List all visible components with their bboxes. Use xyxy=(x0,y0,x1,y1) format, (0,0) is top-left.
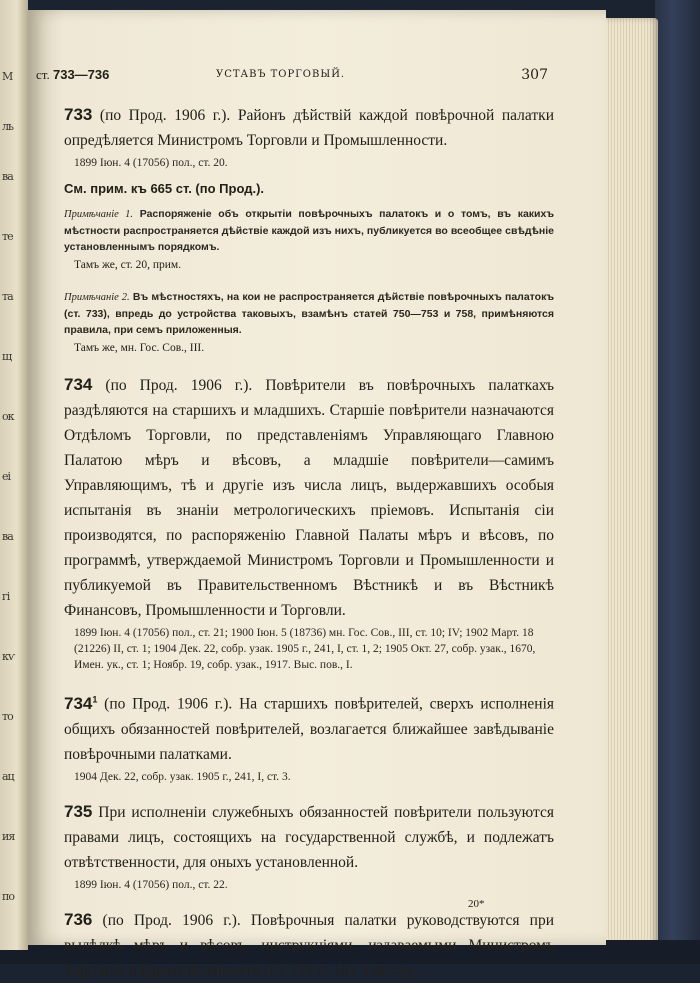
page-edges xyxy=(600,18,658,946)
facing-page-text: по xyxy=(2,890,14,903)
facing-page-text: ва xyxy=(2,170,13,183)
article-text: (по Прод. 1906 г.). На старшихъ повѣрителей, сверхъ исполненія общихъ обязанностей повѣрителей, возлагается ближайшее завѣдываніе повѣрочными палатками. xyxy=(64,695,554,763)
signature-mark: 20* xyxy=(468,898,485,910)
book-cover-edge xyxy=(655,0,700,964)
page-body xyxy=(64,102,554,983)
facing-page-text: та xyxy=(2,290,13,303)
note-1 xyxy=(64,206,554,255)
article-number xyxy=(64,694,97,713)
note-text: Распоряженіе объ открытіи повѣрочныхъ палатокъ и о томъ, въ какихъ мѣстности распространяется дѣйствіе каждой изъ нихъ, публикуется во всеобщее свѣдѣніе установленнымъ порядкомъ. xyxy=(64,208,554,253)
article-number: 734 xyxy=(64,375,93,394)
note-text: Въ мѣстностяхъ, на кои не распространяется дѣйствіе повѣрочныхъ палатокъ (ст. 733), впредь до устройства таковыхъ, взамѣнъ статей 750—753 и 758, примѣняются правила, при семъ приложенныя. xyxy=(64,291,554,336)
article-text: (по Прод. 1906 г.). Повѣрочныя палатки руководствуются при выдѣлкѣ мѣръ и вѣсовъ, инструкціями, издаваемыми Министромъ Торговли и Промышленности (ст. 729 п. 10), а въ слу- xyxy=(64,911,554,979)
article-number: 735 xyxy=(64,801,93,821)
article-source: 1899 Іюн. 4 (17056) пол., ст. 20. xyxy=(74,157,228,169)
running-header xyxy=(36,67,548,85)
article-source: 1899 Іюн. 4 (17056) пол., ст. 22. xyxy=(74,878,228,891)
header-range: 733—736 xyxy=(52,67,110,82)
facing-page-text: те xyxy=(2,230,13,243)
article-range xyxy=(36,67,109,83)
facing-page-text: еі xyxy=(2,470,11,483)
article-number-sup: 1 xyxy=(92,694,98,704)
facing-page-text: М xyxy=(2,70,13,83)
facing-page-text: ва xyxy=(2,530,13,543)
article-source: 1904 Дек. 22, собр. узак. 1905 г., 241, I, ст. 3. xyxy=(74,770,291,783)
facing-page-fragment xyxy=(0,0,28,950)
facing-page-text: ац xyxy=(2,770,14,783)
article-text: (по Прод. 1906 г.). Районъ дѣйствій каждой повѣрочной палатки опредѣляется Министромъ Торговли и Промышленности. xyxy=(64,107,554,149)
facing-page-text: ок xyxy=(2,410,14,423)
article-733 xyxy=(64,102,554,153)
facing-page-text: гі xyxy=(2,590,10,603)
note-source: Тамъ же, мн. Гос. Сов., III. xyxy=(74,342,205,354)
note-2 xyxy=(64,289,554,338)
note-label: Примѣчаніе 2. xyxy=(64,292,130,303)
page-number: 307 xyxy=(521,67,548,83)
article-734 xyxy=(64,372,554,623)
article-number-main: 734 xyxy=(64,693,93,713)
note-source: Тамъ же, ст. 20, прим. xyxy=(74,259,182,271)
article-text: При исполненіи служебныхъ обязанностей повѣрители пользуются правами лицъ, состоящихъ на государственной службѣ, и подлежатъ отвѣтственности, для оныхъ установленной. xyxy=(64,803,554,871)
running-title: УСТАВЪ ТОРГОВЫЙ. xyxy=(216,69,346,80)
facing-page-text: то xyxy=(2,710,13,723)
note-label: Примѣчаніе 1. xyxy=(64,209,134,220)
facing-page-text: кѵ xyxy=(2,650,15,663)
book-page xyxy=(28,10,606,979)
article-number: 733 xyxy=(64,105,93,124)
article-734-1 xyxy=(64,687,554,767)
article-text: (по Прод. 1906 г.). Повѣрители въ повѣрочныхъ палаткахъ раздѣляются на старшихъ и младшихъ. Старшіе повѣрители назначаются Отдѣломъ Торговли, по представленіямъ Управляющаго Главною Палатою мѣръ и вѣсовъ, а младшіе повѣрители—самимъ Управляющимъ, тѣ и другіе изъ числа лицъ, выдержавшихъ особыя испытанія въ знаніи метрологическихъ пріемовъ. Испытанія сіи производятся, по распоряженію Главной Палаты мѣръ и вѣсовъ, по программѣ, утверждаемой Министромъ Торговли и Промышленности и публикуемой въ Правительственномъ Вѣстникѣ и въ Вѣстникѣ Финансовъ, Промышленности и Торговли. xyxy=(64,377,554,619)
article-736 xyxy=(64,907,554,983)
facing-page-text: ль xyxy=(2,120,13,133)
facing-page-text: ия xyxy=(2,830,15,843)
article-number: 736 xyxy=(64,909,93,929)
article-735 xyxy=(64,799,554,875)
header-prefix: ст. xyxy=(36,67,50,82)
facing-page-text: щ xyxy=(2,350,12,363)
article-source: 1899 Іюн. 4 (17056) пол., ст. 21; 1900 Іюн. 5 (18736) мн. Гос. Сов., III, ст. 10; IV; 1902 Март. 18 (21226) II, ст. 1; 1904 Дек. 22, собр. узак. 1905 г., 241, I, ст. 1, 2; 1905 Окт. 27, собр. узак., 1670, Имен. ук., ст. 1; Ноябр. 19, собр. узак., 1917. Выс. пов., I. xyxy=(74,627,536,671)
cross-reference: См. прим. къ 665 ст. (по Прод.). xyxy=(64,181,265,196)
